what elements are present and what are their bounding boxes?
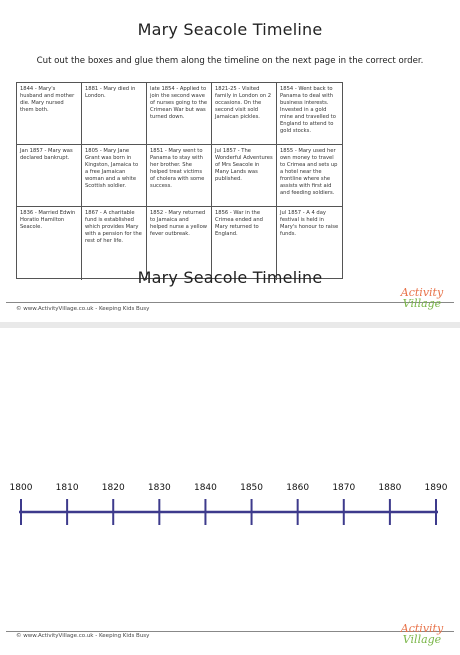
event-card: 1855 - Mary used her own money to travel to Crimea and sets up a hotel near the frontline where she assists with first aid and feeding soldiers.: [277, 145, 342, 207]
timeline-year-label: 1890: [424, 483, 448, 493]
cutout-grid: [16, 82, 343, 279]
page-title: Mary Seacole Timeline: [137, 20, 323, 39]
timeline-year-label: 1870: [332, 483, 356, 493]
event-card: Jul 1857 - The Wonderful Adventures of Mrs Seacole in Many Lands was published.: [212, 145, 277, 207]
logo-word-top: Activity: [400, 286, 444, 299]
event-card: 1836 - Married Edwin Horatio Hamilton Seacole.: [17, 207, 82, 280]
logo-word-bottom: Village: [402, 297, 442, 310]
footer-copyright: © www.ActivityVillage.co.uk - Keeping Kids Busy: [16, 633, 150, 639]
timeline-year-label: 1860: [286, 483, 310, 493]
footer-copyright: © www.ActivityVillage.co.uk - Keeping Kids Busy: [16, 306, 150, 312]
event-card: 1805 - Mary Jane Grant was born in Kingston, Jamaica to a free Jamaican woman and a white Scottish soldier.: [82, 145, 147, 207]
activity-village-logo: [392, 287, 452, 309]
timeline-year-label: 1830: [147, 483, 171, 493]
event-card: 1851 - Mary went to Panama to stay with her brother. She helped treat victims of cholera with some success.: [147, 145, 212, 207]
event-card: Jan 1857 - Mary was declared bankrupt.: [17, 145, 82, 207]
activity-village-logo: [392, 623, 452, 645]
timeline-year-label: 1850: [240, 483, 263, 493]
timeline-year-label: 1800: [9, 483, 33, 493]
event-card: late 1854 - Applied to join the second wave of nurses going to the Crimean War but was turned down.: [147, 83, 212, 145]
timeline-year-label: 1810: [55, 483, 79, 493]
event-card: 1856 - War in the Crimea ended and Mary returned to England.: [212, 207, 277, 280]
timeline-year-label: 1840: [193, 483, 217, 493]
timeline: [0, 328, 460, 655]
page-title: Mary Seacole Timeline: [137, 268, 323, 287]
timeline-year-label: 1820: [101, 483, 125, 493]
logo-word-top: Activity: [400, 622, 444, 635]
logo-word-bottom: Village: [402, 633, 442, 646]
footer-divider: [6, 302, 454, 303]
event-card: 1852 - Mary returned to Jamaica and helped nurse a yellow fever outbreak.: [147, 207, 212, 280]
event-card: 1821-25 - Visited family in London on 2 occasions. On the second visit sold Jamaican pickles.: [212, 83, 277, 145]
event-card: 1867 - A charitable fund is established which provides Mary with a pension for the rest of her life.: [82, 207, 147, 280]
event-card: 1854 - Went back to Panama to deal with business interests. Invested in a gold mine and travelled to England to attend to gold stocks.: [277, 83, 342, 145]
timeline-year-label: 1880: [378, 483, 402, 493]
footer-divider: [6, 631, 454, 632]
event-card: 1844 - Mary's husband and mother die. Mary nursed them both.: [17, 83, 82, 145]
instructions-text: Cut out the boxes and glue them along the timeline on the next page in the correct order.: [36, 56, 424, 66]
worksheet-page-timeline: [0, 328, 460, 655]
event-card: 1881 - Mary died in London.: [82, 83, 147, 145]
event-card: Jul 1857 - A 4 day festival is held in Mary's honour to raise funds.: [280, 210, 339, 237]
